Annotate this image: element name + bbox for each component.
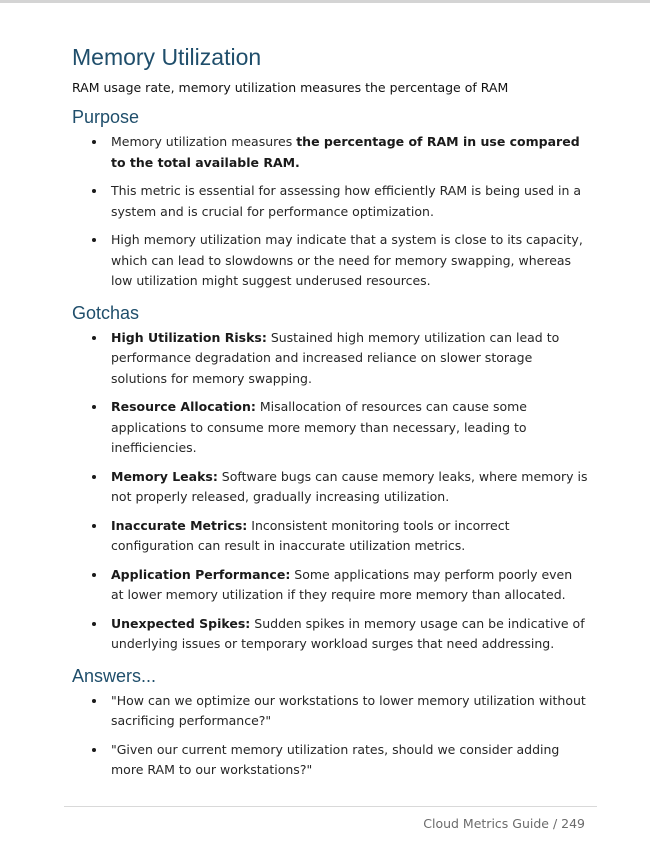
answers-heading: Answers... (72, 665, 157, 686)
list-item (72, 565, 588, 606)
list-item-term: Inaccurate Metrics: (111, 517, 248, 533)
page-subtitle: RAM usage rate, memory utilization measures the percentage of RAM (72, 80, 509, 95)
list-item-text: Sudden spikes in memory usage can be indicative of underlying issues or temporary workload surges that need addressing. (111, 615, 585, 651)
list-item (72, 691, 588, 732)
page-footer: Cloud Metrics Guide / 249 (423, 816, 585, 831)
gotchas-list (72, 328, 588, 655)
list-item-text: Software bugs can cause memory leaks, where memory is not properly released, gradually increasing utilization. (111, 468, 588, 504)
top-border (0, 0, 650, 3)
gotchas-heading: Gotchas (72, 302, 140, 323)
list-item-term: Memory Leaks: (111, 468, 218, 484)
purpose-list (72, 132, 588, 292)
list-item (72, 740, 588, 781)
list-item-text: Inconsistent monitoring tools or incorrect configuration can result in inaccurate utilization metrics. (111, 517, 510, 553)
purpose-heading: Purpose (72, 107, 140, 127)
list-item (72, 467, 588, 508)
list-item-term: High Utilization Risks: (111, 329, 267, 345)
list-item (72, 132, 588, 173)
answers-list (72, 691, 588, 781)
list-item-text: Misallocation of resources can cause some applications to consume more memory than necessary, leading to inefficiencies. (111, 399, 527, 455)
document-page (72, 40, 588, 789)
list-item-text: "Given our current memory utilization rates, should we consider adding more RAM to our workstations?" (111, 741, 560, 777)
list-item-text: Some applications may perform poorly even at lower memory utilization if they require more memory than allocated. (111, 566, 573, 602)
footer-divider (64, 806, 597, 807)
list-item-text: "How can we optimize our workstations to lower memory utilization without sacrificing performance?" (111, 692, 586, 728)
list-item (72, 181, 588, 222)
list-item (72, 328, 588, 390)
page-title: Memory Utilization (72, 44, 262, 70)
list-item (72, 397, 588, 459)
list-item (72, 516, 588, 557)
list-item-term: Unexpected Spikes: (111, 615, 251, 631)
list-item-text: Sustained high memory utilization can lead to performance degradation and increased reliance on slower storage solutions for memory swapping. (111, 329, 560, 386)
list-item-emphasis: the percentage of RAM in use compared to the total available RAM. (111, 134, 580, 170)
list-item-term: Application Performance: (111, 566, 291, 582)
list-item-text: This metric is essential for assessing how efficiently RAM is being used in a system and is crucial for performance optimization. (111, 183, 582, 219)
list-item-text: High memory utilization may indicate that a system is close to its capacity, which can lead to slowdowns or the need for memory swapping, whereas low utilization might suggest underused resources. (111, 232, 583, 288)
list-item-text: Memory utilization measures (111, 134, 297, 149)
list-item (72, 614, 588, 655)
list-item (72, 230, 588, 292)
list-item-term: Resource Allocation: (111, 399, 256, 414)
